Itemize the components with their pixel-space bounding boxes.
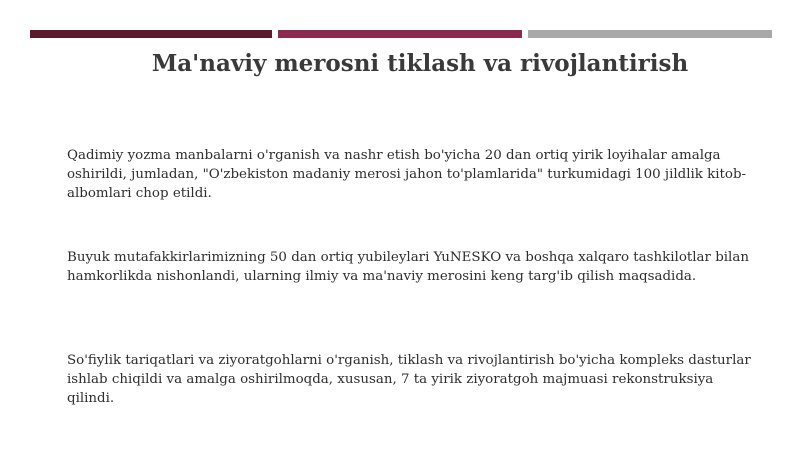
accent-bars — [30, 30, 772, 38]
paragraph: So'fiylik tariqatlari va ziyoratgohlarni o'rganish, tiklash va rivojlantirish bo'yicha kompleks dasturlar ishlab chiqildi va amalga oshirilmoqda, xususan, 7 ta yirik ziyoratgoh majmuasi rekonstruksiya qilindi. — [67, 353, 751, 406]
accent-bar-gray — [528, 30, 772, 38]
slide-title: Ma'naviy merosni tiklash va rivojlantirish — [151, 50, 689, 77]
accent-bar-crimson — [278, 30, 522, 38]
accent-bar-dark — [30, 30, 272, 38]
paragraph: Qadimiy yozma manbalarni o'rganish va nashr etish bo'yicha 20 dan ortiq yirik loyihalar amalga oshirildi, jumladan, "O'zbekiston madaniy merosi jahon to'plamlarida" turkumidagi 100 jildlik kitob-albomlari chop etildi. — [67, 148, 747, 201]
paragraph: Buyuk mutafakkirlarimizning 50 dan ortiq yubileylari YuNESKO va boshqa xalqaro tashkilotlar bilan hamkorlikda nishonlandi, ularning ilmiy va ma'naviy merosini keng targ'ib qilish maqsadida. — [67, 250, 749, 284]
